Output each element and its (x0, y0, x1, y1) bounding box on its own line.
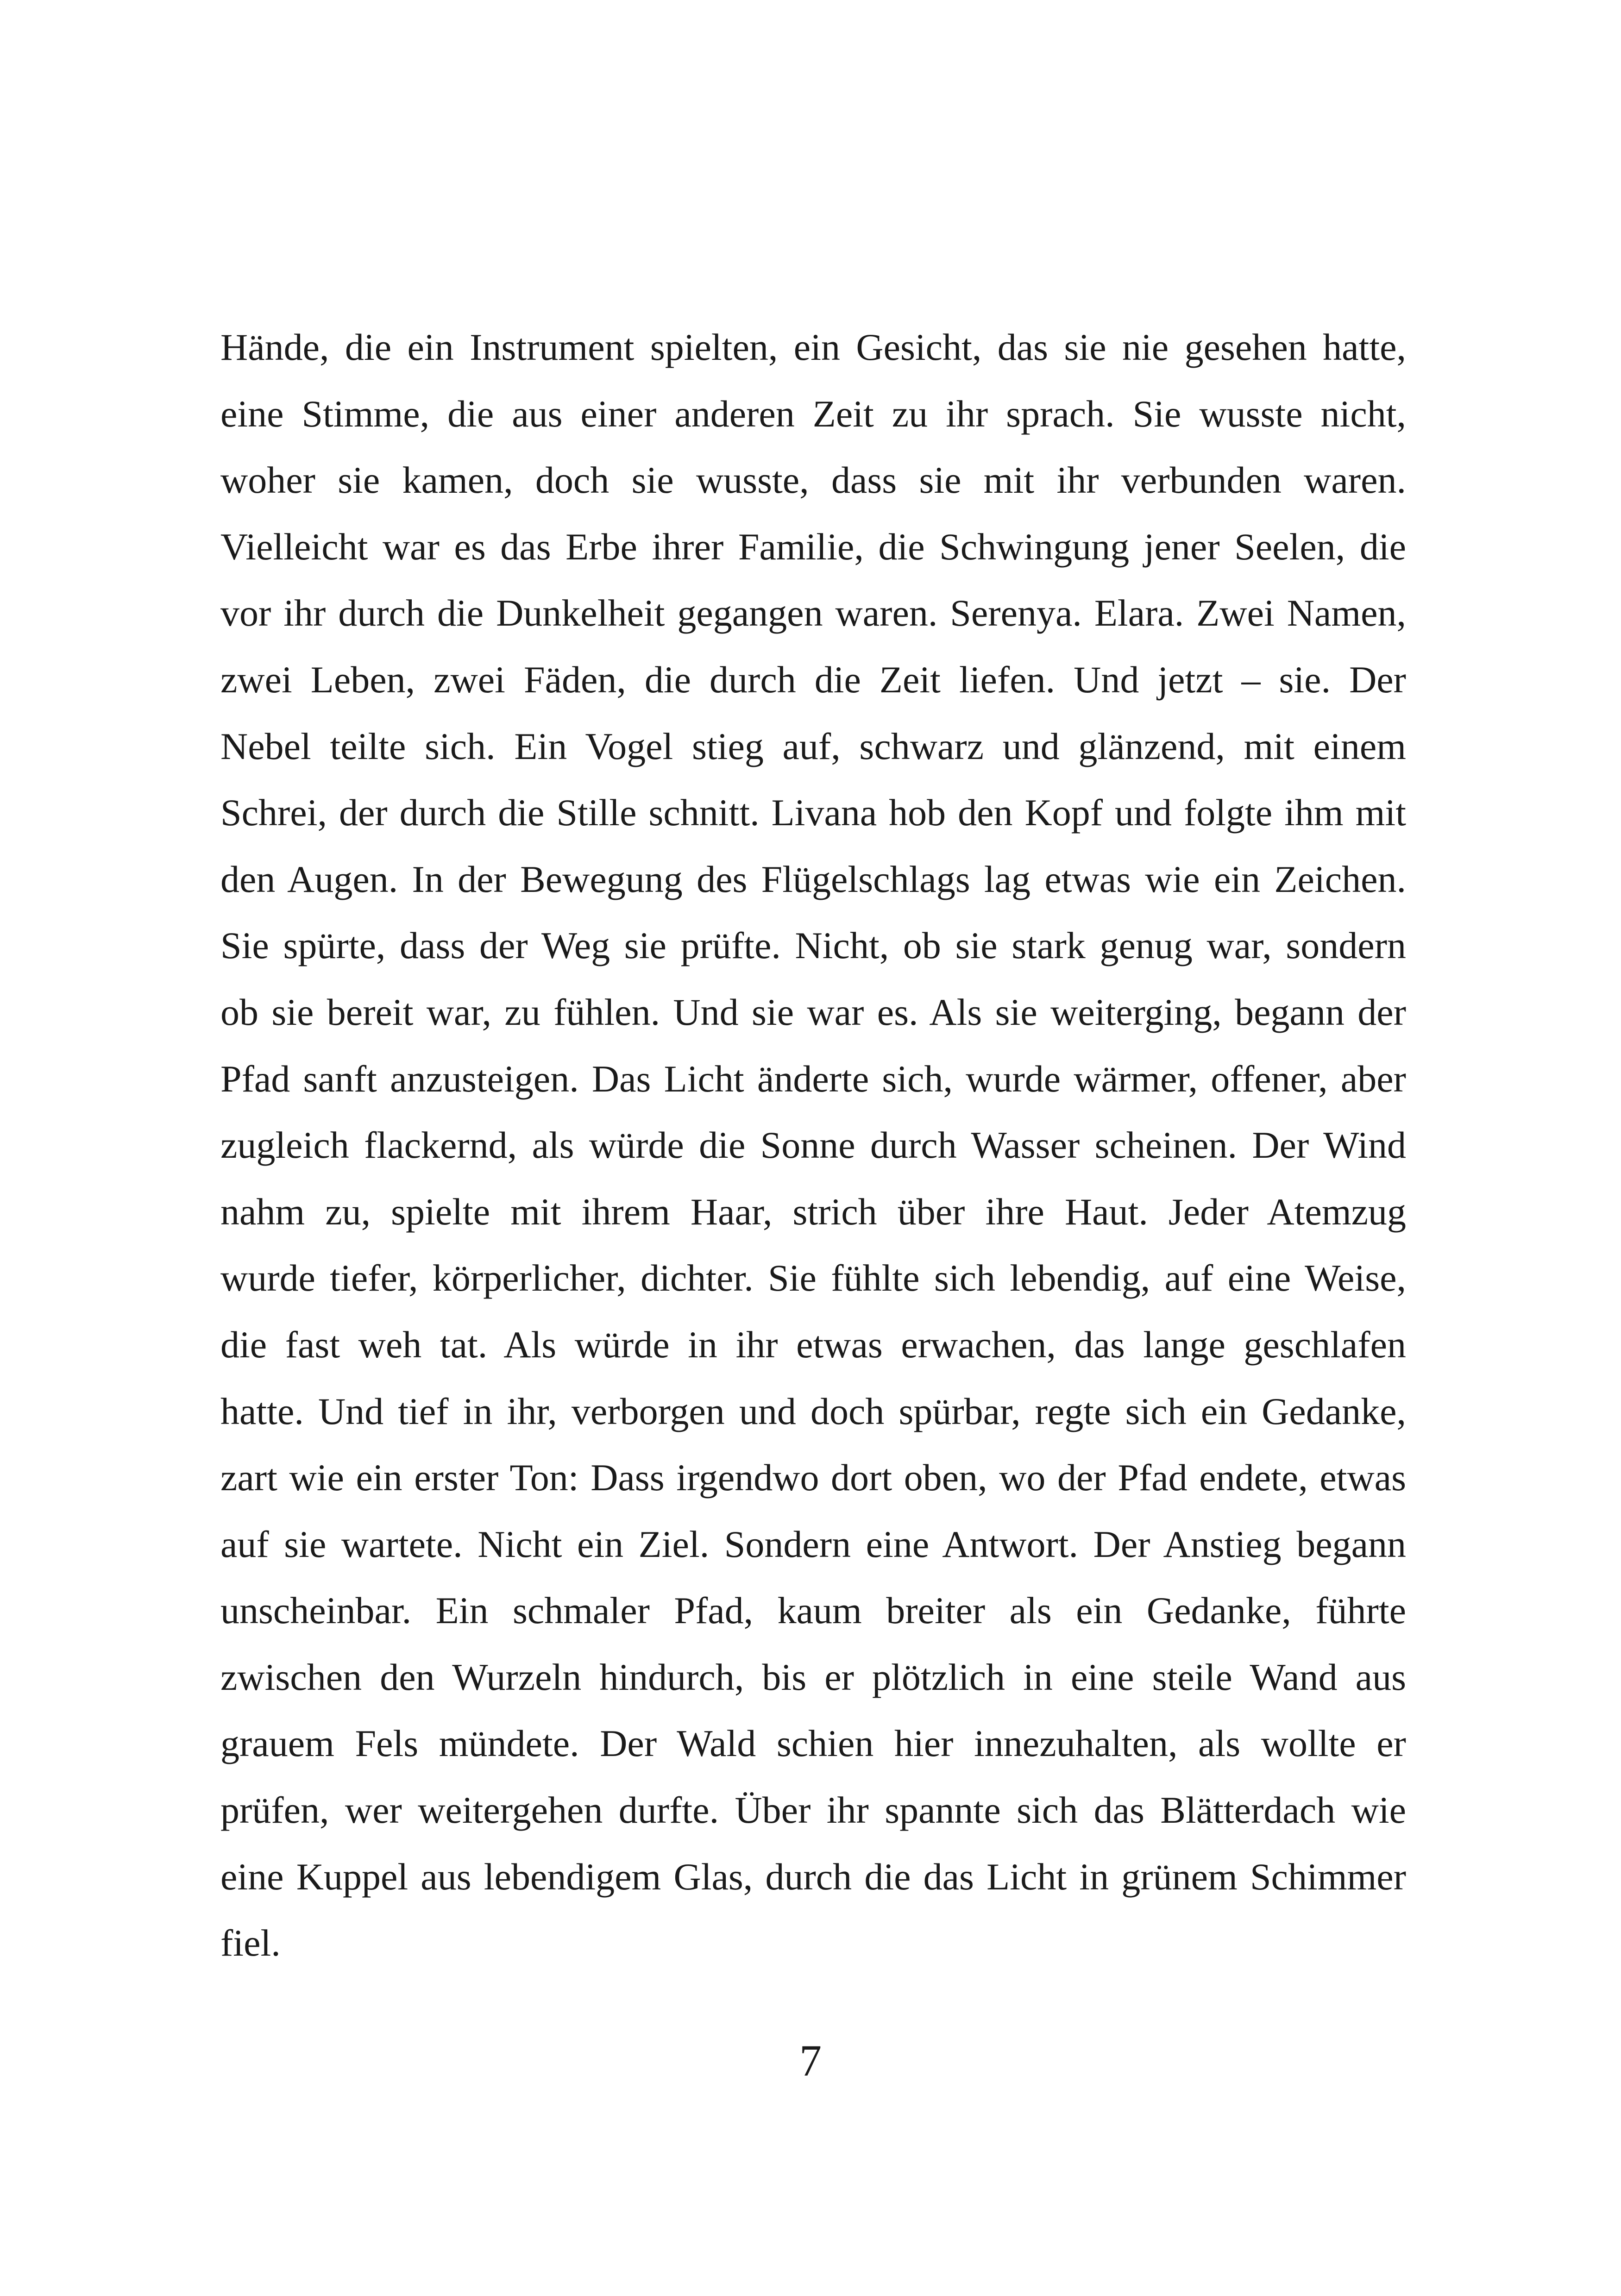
paragraph-line-5: vor ihr durch die Dunkelheit gegangen waren. Serenya. Elara. Zwei Namen, (220, 592, 1406, 634)
paragraph-line-21: zwischen den Wurzeln hindurch, bis er plötzlich in eine steile Wand aus (220, 1656, 1406, 1698)
paragraph-line-11: ob sie bereit war, zu fühlen. Und sie war es. Als sie weiterging, begann der (220, 991, 1406, 1033)
paragraph-line-22: grauem Fels mündete. Der Wald schien hier innezuhalten, als wollte er (220, 1722, 1406, 1765)
paragraph-line-8: Schrei, der durch die Stille schnitt. Livana hob den Kopf und folgte ihm mit (220, 791, 1406, 834)
paragraph-line-13: zugleich flackernd, als würde die Sonne durch Wasser scheinen. Der Wind (220, 1124, 1406, 1167)
paragraph-line-4: Vielleicht war es das Erbe ihrer Familie, die Schwingung jener Seelen, die (220, 525, 1406, 568)
paragraph-line-23: prüfen, wer weitergehen durfte. Über ihr spannte sich das Blätterdach wie (220, 1789, 1406, 1832)
paragraph-line-20: unscheinbar. Ein schmaler Pfad, kaum breiter als ein Gedanke, führte (220, 1589, 1406, 1632)
paragraph-line-14: nahm zu, spielte mit ihrem Haar, strich über ihre Haut. Jeder Atemzug (220, 1190, 1406, 1233)
paragraph-line-16: die fast weh tat. Als würde in ihr etwas erwachen, das lange geschlafen (220, 1323, 1406, 1366)
paragraph-line-18: zart wie ein erster Ton: Dass irgendwo dort oben, wo der Pfad endete, etwas (220, 1456, 1406, 1499)
paragraph-line-1: Hände, die ein Instrument spielten, ein Gesicht, das sie nie gesehen hatte, (220, 326, 1406, 368)
paragraph-line-19: auf sie wartete. Nicht ein Ziel. Sondern eine Antwort. Der Anstieg begann (220, 1523, 1406, 1565)
paragraph-line-17: hatte. Und tief in ihr, verborgen und doch spürbar, regte sich ein Gedanke, (220, 1390, 1406, 1432)
paragraph-line-3: woher sie kamen, doch sie wusste, dass sie mit ihr verbunden waren. (220, 459, 1406, 502)
paragraph-line-15: wurde tiefer, körperlicher, dichter. Sie fühlte sich lebendig, auf eine Weise, (220, 1257, 1406, 1299)
paragraph-line-10: Sie spürte, dass der Weg sie prüfte. Nicht, ob sie stark genug war, sondern (220, 924, 1406, 967)
paragraph-line-12: Pfad sanft anzusteigen. Das Licht änderte sich, wurde wärmer, offener, aber (220, 1057, 1406, 1100)
paragraph-line-7: Nebel teilte sich. Ein Vogel stieg auf, schwarz und glänzend, mit einem (220, 725, 1406, 767)
body-paragraph (220, 314, 1406, 1976)
paragraph-line-25: fiel. (220, 1922, 281, 1964)
paragraph-line-6: zwei Leben, zwei Fäden, die durch die Zeit liefen. Und jetzt – sie. Der (220, 658, 1406, 701)
page-number: 7 (799, 2036, 822, 2085)
paragraph-line-9: den Augen. In der Bewegung des Flügelschlags lag etwas wie ein Zeichen. (220, 858, 1406, 900)
paragraph-line-24: eine Kuppel aus lebendigem Glas, durch die das Licht in grünem Schimmer (220, 1855, 1406, 1898)
paragraph-line-2: eine Stimme, die aus einer anderen Zeit zu ihr sprach. Sie wusste nicht, (220, 392, 1406, 435)
